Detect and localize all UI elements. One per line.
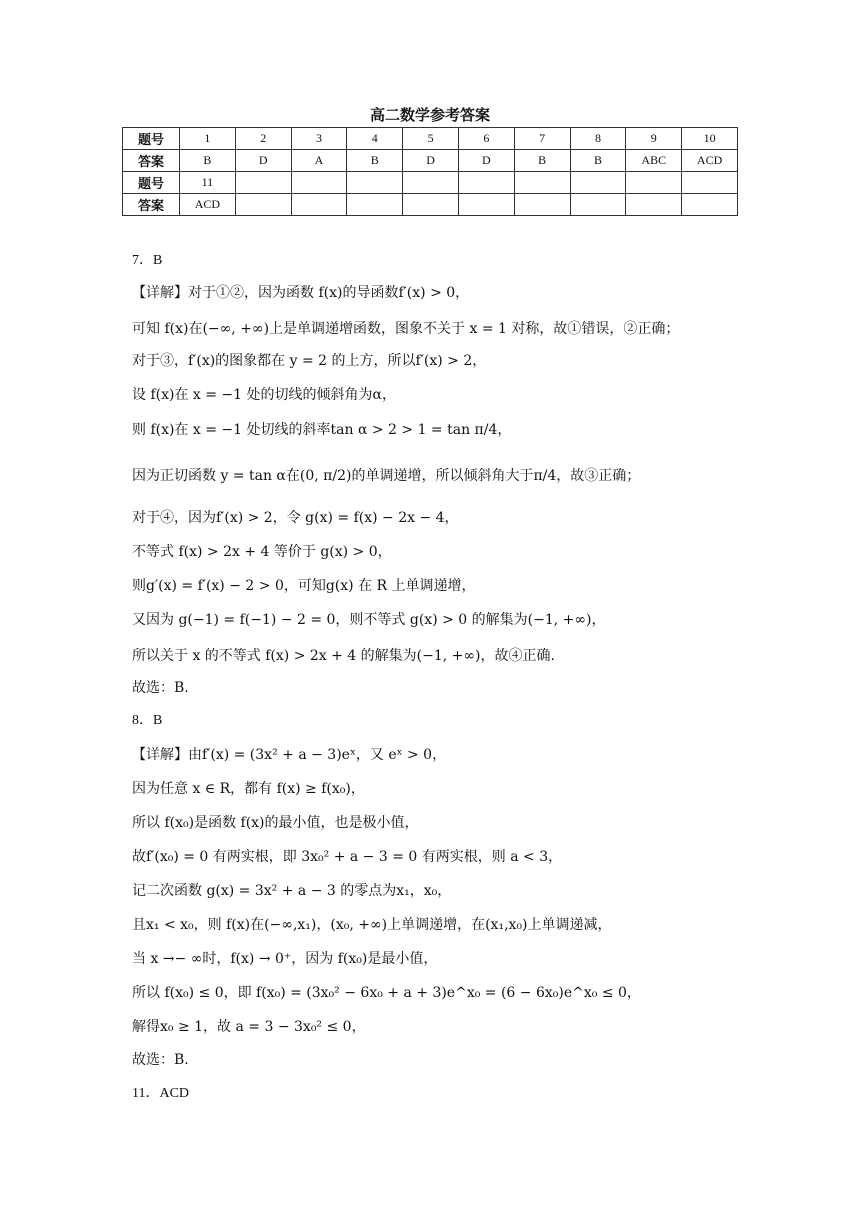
table-cell: 4	[347, 128, 403, 150]
table-cell: 8	[570, 128, 626, 150]
table-cell: ACD	[682, 150, 738, 172]
solution-line: 对于③，f′(x)的图象都在 y = 2 的上方，所以f′(x) > 2，	[132, 353, 487, 369]
table-cell	[514, 172, 570, 194]
table-cell: B	[347, 150, 403, 172]
table-cell	[514, 194, 570, 216]
table-cell: B	[570, 150, 626, 172]
solution-line: 又因为 g(−1) = f(−1) − 2 = 0，则不等式 g(x) > 0 的解集为(−1, +∞)，	[132, 612, 606, 628]
table-cell: B	[180, 150, 236, 172]
row-label: 答案	[123, 194, 180, 216]
table-cell: B	[514, 150, 570, 172]
solution-line: 故f′(x₀) = 0 有两实根，即 3x₀² + a − 3 = 0 有两实根，则 a < 3，	[132, 849, 563, 865]
table-cell	[458, 172, 514, 194]
table-cell	[626, 194, 682, 216]
solution-line: 对于④，因为f′(x) > 2，令 g(x) = f(x) − 2x − 4，	[132, 510, 459, 526]
table-cell	[570, 194, 626, 216]
question-number: 11．ACD	[132, 1086, 190, 1101]
solution-line: 所以关于 x 的不等式 f(x) > 2x + 4 的解集为(−1, +∞)，故④正确.	[132, 648, 555, 664]
table-cell	[626, 172, 682, 194]
table-cell	[458, 194, 514, 216]
table-cell	[403, 194, 459, 216]
table-cell	[682, 194, 738, 216]
question-number: 7．B	[132, 253, 163, 268]
solution-line: 故选：B．	[132, 1052, 199, 1068]
solution-line: 【详解】由f′(x) = (3x² + a − 3)eˣ，又 eˣ > 0，	[132, 747, 447, 763]
answer-table	[122, 127, 738, 216]
solution-line: 所以 f(x₀)是函数 f(x)的最小值，也是极小值，	[132, 815, 419, 831]
solution-line: 则g′(x) = f′(x) − 2 > 0，可知g(x) 在 R 上单调递增，	[132, 578, 476, 594]
solution-line: 且x₁ < x₀，则 f(x)在(−∞,x₁)，(x₀, +∞)上单调递增，在(x₁,x₀)上单调递减，	[132, 917, 612, 933]
solution-line: 设 f(x)在 x = −1 处的切线的倾斜角为α，	[132, 387, 396, 403]
table-cell: ABC	[626, 150, 682, 172]
table-row	[123, 128, 738, 150]
table-cell: 10	[682, 128, 738, 150]
table-cell	[235, 194, 291, 216]
solution-line: 因为正切函数 y = tan α在(0, π/2)的单调递增，所以倾斜角大于π/4，故③正确；	[132, 468, 641, 484]
question-number: 8．B	[132, 713, 163, 728]
table-cell	[682, 172, 738, 194]
solution-line: 解得x₀ ≥ 1，故 a = 3 − 3x₀² ≤ 0，	[132, 1019, 366, 1035]
solution-line: 可知 f(x)在(−∞, +∞)上是单调递增函数，图象不关于 x = 1 对称，故①错误，②正确；	[132, 321, 680, 337]
solution-line: 因为任意 x ∈ R，都有 f(x) ≥ f(x₀)，	[132, 781, 365, 797]
table-cell	[291, 194, 347, 216]
table-cell	[570, 172, 626, 194]
table-cell: 7	[514, 128, 570, 150]
table-cell	[291, 172, 347, 194]
solution-line: 所以 f(x₀) ≤ 0，即 f(x₀) = (3x₀² − 6x₀ + a + 3)e^x₀ = (6 − 6x₀)e^x₀ ≤ 0，	[132, 985, 641, 1001]
solution-line: 不等式 f(x) > 2x + 4 等价于 g(x) > 0，	[132, 544, 392, 560]
solution-line: 当 x →− ∞时，f(x) → 0⁺，因为 f(x₀)是最小值，	[132, 951, 438, 967]
table-row	[123, 194, 738, 216]
table-row	[123, 172, 738, 194]
table-row	[123, 150, 738, 172]
row-label: 题号	[123, 172, 180, 194]
table-cell: D	[403, 150, 459, 172]
solution-line: 则 f(x)在 x = −1 处切线的斜率tan α > 2 > 1 = tan π/4，	[132, 422, 512, 438]
solution-line: 记二次函数 g(x) = 3x² + a − 3 的零点为x₁，x₀，	[132, 883, 452, 899]
table-cell: D	[235, 150, 291, 172]
table-cell: 5	[403, 128, 459, 150]
table-cell	[347, 172, 403, 194]
table-cell: 11	[180, 172, 236, 194]
solution-line: 故选：B.	[132, 680, 189, 696]
table-cell: 6	[458, 128, 514, 150]
table-cell: A	[291, 150, 347, 172]
table-cell	[403, 172, 459, 194]
table-cell	[347, 194, 403, 216]
table-cell	[235, 172, 291, 194]
table-cell: 1	[180, 128, 236, 150]
row-label: 答案	[123, 150, 180, 172]
table-cell: ACD	[180, 194, 236, 216]
table-cell: 2	[235, 128, 291, 150]
table-cell: 3	[291, 128, 347, 150]
table-cell: 9	[626, 128, 682, 150]
solution-line: 【详解】对于①②，因为函数 f(x)的导函数f′(x) > 0，	[132, 285, 470, 301]
table-cell: D	[458, 150, 514, 172]
page-title: 高二数学参考答案	[369, 106, 490, 124]
row-label: 题号	[123, 128, 180, 150]
